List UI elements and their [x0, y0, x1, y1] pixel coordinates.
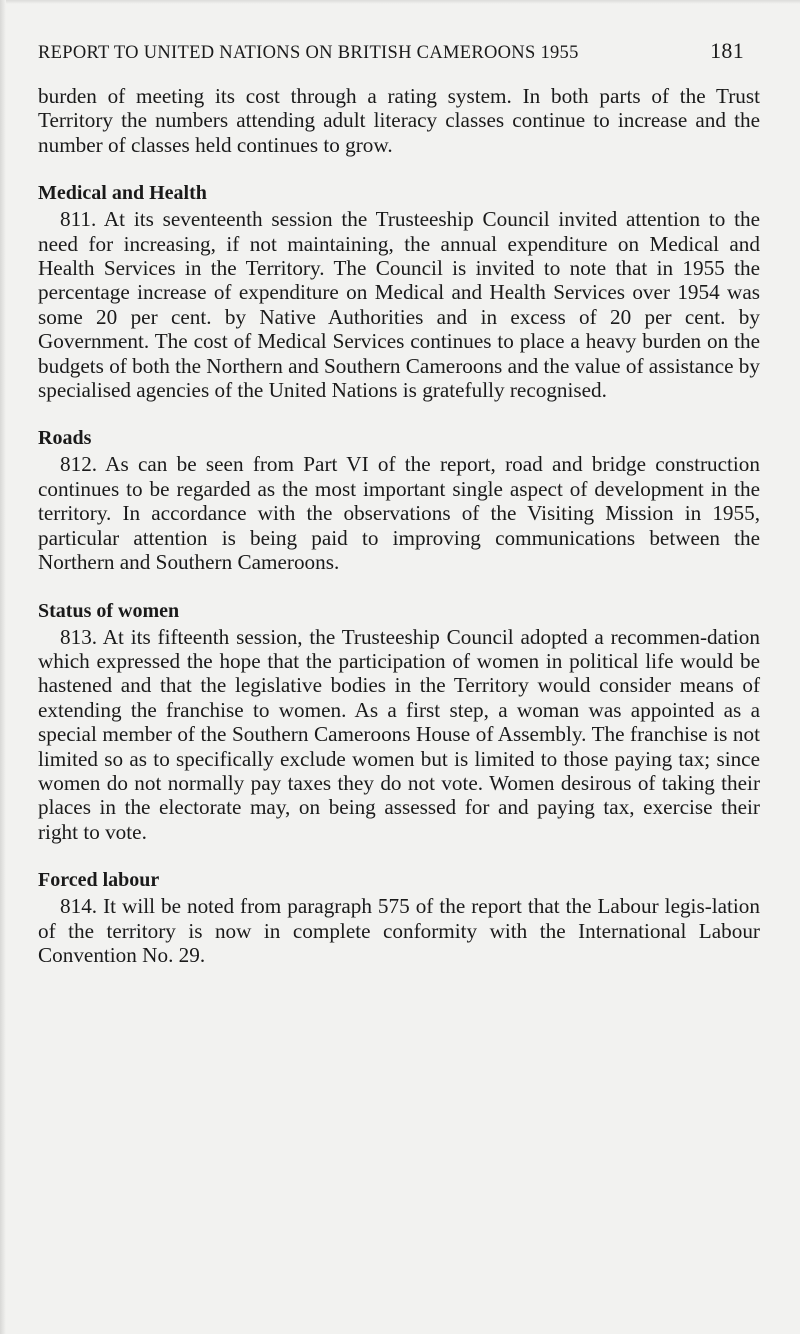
section-roads [38, 426, 760, 574]
page-top-shadow [0, 0, 800, 4]
section-heading: Forced labour [38, 869, 160, 892]
section-heading: Roads [38, 427, 92, 450]
paragraph-813: 813. At its fifteenth session, the Trusteeship Council adopted a recommen-dation which expressed the hope that the participation of women in political life would be hastened and that the legislative bodies in the Territory would consider means of extending the franchise to women. As a first step, a woman was appointed as a special member of the Southern Cameroons House of Assembly. The franchise is not limited so as to specifically exclude women but is limited to those paying tax; since women do not normally pay taxes they do not vote. Women desirous of taking their places in the electorate may, on being assessed for and paying tax, exercise their right to vote. [38, 624, 760, 844]
section-status-of-women [38, 599, 760, 845]
page-body [38, 84, 760, 967]
section-heading: Medical and Health [38, 182, 207, 205]
page-number: 181 [710, 38, 744, 63]
running-header-title: REPORT TO UNITED NATIONS ON BRITISH CAMEROONS 1955 [38, 43, 579, 63]
section-heading: Status of women [38, 599, 180, 622]
paragraph-814: 814. It will be noted from paragraph 575 of the report that the Labour legis-lation of the territory is now in complete conformity with the International Labour Convention No. 29. [38, 894, 760, 967]
section-medical-and-health [38, 181, 760, 402]
section-forced-labour [38, 868, 760, 967]
running-header [38, 38, 760, 64]
paragraph-811: 811. At its seventeenth session the Trusteeship Council invited attention to the need for increasing, if not maintaining, the annual expenditure on Medical and Health Services in the Territory. The Council is invited to note that in 1955 the percentage increase of expenditure on Medical and Health Services over 1954 was some 20 per cent. by Native Authorities and in excess of 20 per cent. by Government. The cost of Medical Services continues to place a heavy burden on the budgets of both the Northern and Southern Cameroons and the value of assistance by specialised agencies of the United Nations is gratefully recognised. [38, 207, 760, 403]
paragraph-812: 812. As can be seen from Part VI of the report, road and bridge construction continues to be regarded as the most important single aspect of development in the territory. In accordance with the observations of the Visiting Mission in 1955, particular attention is being paid to improving communications between the Northern and Southern Cameroons. [38, 452, 760, 575]
intro-paragraph: burden of meeting its cost through a rating system. In both parts of the Trust Territory the numbers attending adult literacy classes continue to increase and the number of classes held continues to grow. [38, 84, 760, 157]
page-binding-shadow [0, 0, 6, 1334]
